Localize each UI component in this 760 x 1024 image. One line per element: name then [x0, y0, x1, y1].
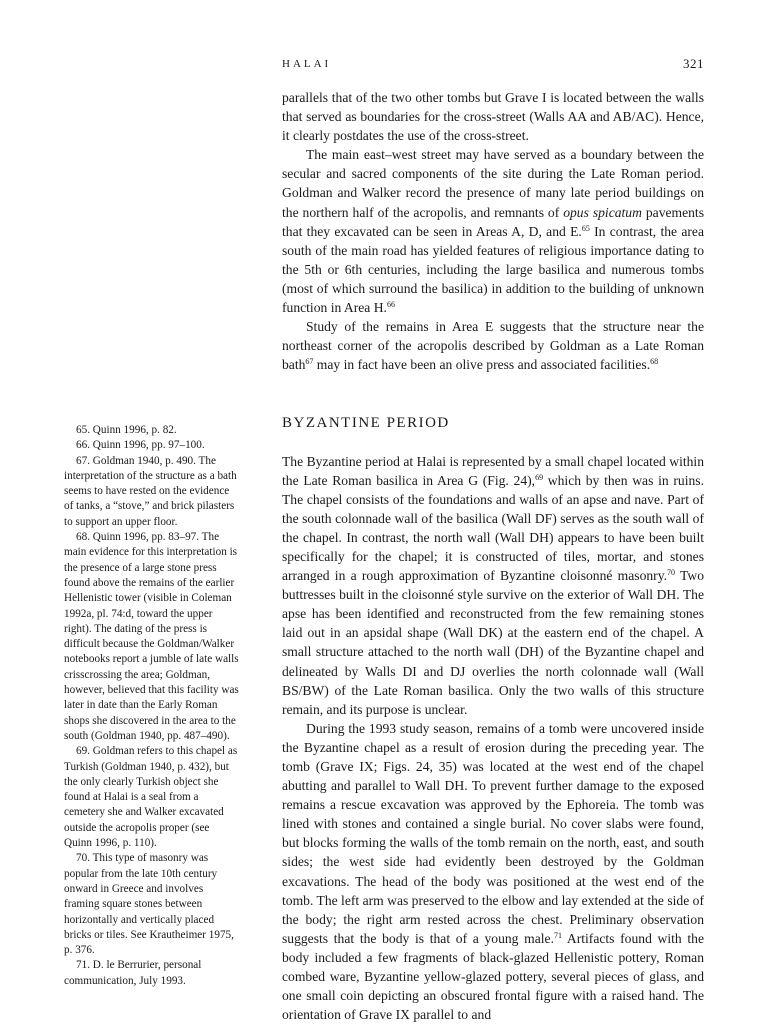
footnote: 67. Goldman 1940, p. 490. The interpretation of the structure as a bath seems to have rested on the evidence of tanks, a “stove,” and brick pilasters to support an upper floor.	[64, 454, 237, 528]
footnote-ref[interactable]: 66	[386, 300, 395, 310]
footnote: 65. Quinn 1996, p. 82.	[76, 424, 177, 436]
footnote-ref[interactable]: 65	[581, 223, 590, 233]
paragraph-east-west-street: The main east–west street may have served as a boundary between the secular and sacred components of the site during the Late Roman period. Goldman and Walker record the presence of many late period buildings on the northern half of the acropolis, and remnants of opus spicatum pavements that they excavated can be seen in Areas A, D, and E.$^{65}$ In contrast, the area south of the main road has yielded features of religious importance dating to the 5th or 6th centuries, including the large basilica and numerous tombs (most of which surround the basilica) in addition to the building of unknown function in Area H.$^{66}$	[282, 147, 704, 316]
footnotes-column	[64, 423, 240, 989]
footnote: 69. Goldman refers to this chapel as Turkish (Goldman 1940, p. 432), but the only clearly Turkish object she found at Halai is a seal from a cemetery she and Walker excavated outside the acropolis proper (see Quinn 1996, p. 110).	[64, 745, 238, 850]
footnote: 66. Quinn 1996, pp. 97–100.	[76, 439, 205, 452]
footnote: 70. This type of masonry was popular from the late 10th century onward in Greece and involves framing square stones between horizontally and vertically placed bricks or tiles. See Krautheimer 1975, p. 376.	[64, 852, 234, 957]
paragraph-byzantine-chapel: The Byzantine period at Halai is represented by a small chapel located within the Late Roman basilica in Area G (Fig. 24),$^{69}$ which by then was in ruins. The chapel consists of the foundations and walls of an apse and nave. Part of the south colonnade wall of the basilica (Wall DF) serves as the south wall of the chapel. In contrast, the north wall (Wall DH) appears to have been built specifically for the chapel; it is constructed of tiles, mortar, and stones arranged in a rough approximation of Byzantine cloisonné masonry.$^{70}$ Two buttresses built in the cloisonné style survive on the exterior of Wall DH. The apse has been identified and reconstructed from the few remaining stones laid out in an apsidal shape (Wall DK) at the eastern end of the chapel. A small structure attached to the north wall (DH) of the Byzantine chapel and delineated by Walls DI and DJ overlies the north colonnade wall (Wall BS/BW) of the Late Roman basilica. Only the two walls of this structure remain, and its purpose is unclear.	[282, 453, 705, 717]
footnote: 71. D. le Berrurier, personal communication, July 1993.	[64, 959, 202, 987]
footnote-ref[interactable]: 68	[650, 357, 659, 367]
paragraph-grave-ix: During the 1993 study season, remains of a tomb were uncovered inside the Byzantine chapel as a result of erosion during the preceding year. The tomb (Grave IX; Figs. 24, 35) was located at the west end of the chapel abutting and parallel to Wall DH. To prevent further damage to the exposed remains a rescue excavation was approved by the Ephoreia. The tomb was lined with stones and contained a single burial. No cover slabs were found, but blocks forming the walls of the tomb remain on the north, east, and south sides; the west side had evidently been destroyed by the Goldman excavations. The head of the body was positioned at the west end of the tomb. The left arm was preserved to the elbow and lay extended at the side of the body; the right arm rested across the chest. Preliminary observation suggests that the body is that of a young male.$^{71}$ Artifacts found with the body included a few fragments of black-glazed Hellenistic pottery, Roman combed ware, Byzantine yellow-glazed pottery, several pieces of glass, and one small coin depicting an obscured frontal figure with a raised hand. The orientation of Grave IX parallel to and	[282, 720, 704, 1023]
footnote-ref[interactable]: 70	[667, 568, 676, 578]
running-header	[282, 56, 704, 74]
footnote: 68. Quinn 1996, pp. 83–97. The main evidence for this interpretation is the presence of a large stone press found above the remains of the earlier Hellenistic tower (visible in Coleman 1992a, pl. 74:d, toward the upper right). The dating of the press is difficult because the Goldman/Walker notebooks report a jumble of late walls crisscrossing the area; Goldman, however, believed that this facility was later in date than the Early Roman shops she discovered in the area to the south (Goldman 1940, pp. 487–490).	[64, 531, 239, 742]
footnote-ref[interactable]: 69	[535, 472, 544, 482]
section-heading: BYZANTINE PERIOD	[282, 415, 450, 432]
running-title: HALAI	[282, 58, 332, 70]
footnote-ref[interactable]: 71	[553, 930, 562, 940]
main-text-column	[282, 88, 704, 1024]
paragraph-area-e: Study of the remains in Area E suggests that the structure near the northeast corner of the acropolis described by Goldman as a Late Roman bath$^{67}$ may in fact have been an olive press and associated facilities.$^{68}$	[282, 319, 704, 373]
page-number: 321	[683, 56, 704, 71]
paragraph-continued: parallels that of the two other tombs but Grave I is located between the walls that served as boundaries for the cross-street (Walls AA and AB/AC). Hence, it clearly postdates the use of the cross-street.	[282, 90, 704, 144]
footnote-ref[interactable]: 67	[305, 357, 314, 367]
